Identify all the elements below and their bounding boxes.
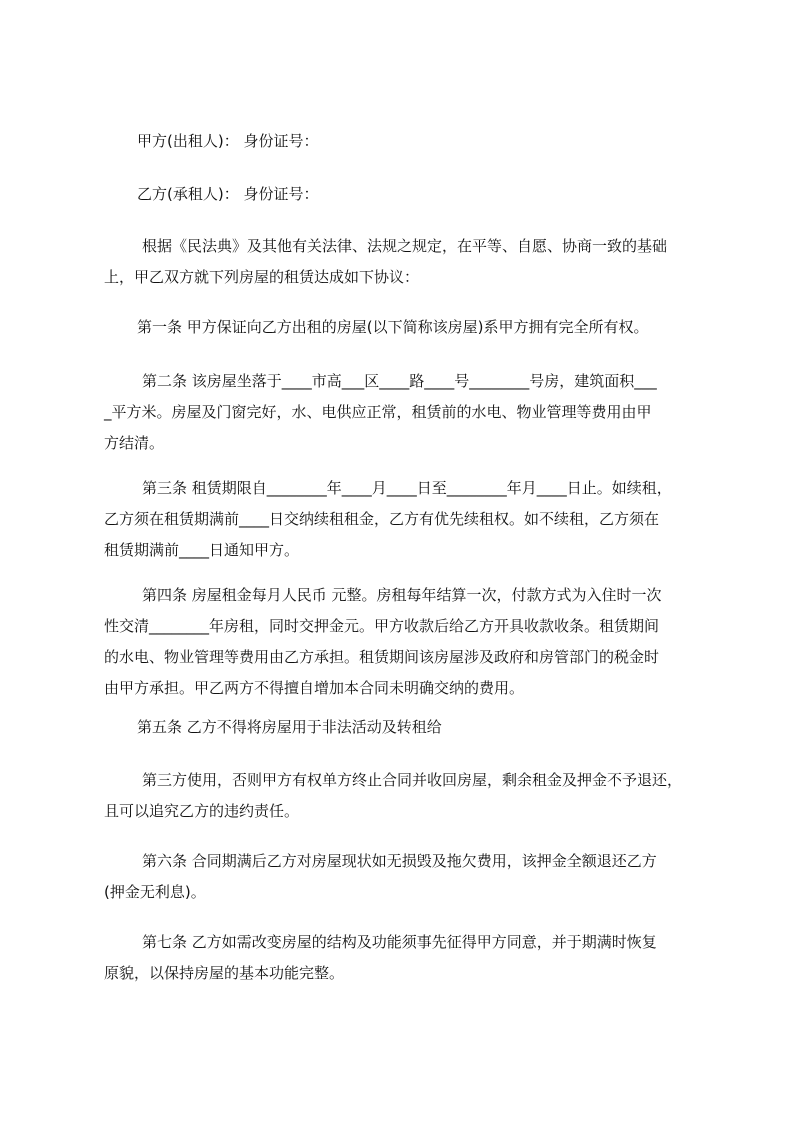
article-6-line: 第六条 合同期满后乙方对房屋现状如无损毁及拖欠费用，该押金全额退还乙方	[142, 852, 657, 870]
article-5-continued	[104, 765, 694, 827]
article-5-cont-line: 第三方使用，否则甲方有权单方终止合同并收回房屋，剩余租金及押金不予退还，	[142, 771, 683, 789]
article-4-line: 性交清________年房租，同时交押金元。甲方收款后给乙方开具收款收条。租赁期间	[104, 617, 660, 635]
party-b-line	[104, 179, 694, 210]
article-3-line: 租赁期满前____日通知甲方。	[104, 541, 300, 559]
article-2-line: _平方米。房屋及门窗完好，水、电供应正常，租赁前的水电、物业管理等费用由甲	[104, 403, 652, 421]
party-a-line	[104, 126, 694, 157]
article-4-line: 第四条 房屋租金每月人民币 元整。房租每年结算一次，付款方式为入住时一次	[142, 586, 662, 604]
article-3-line: 第三条 租赁期限自________年____月____日至________年月____日止。如续租，	[142, 479, 672, 497]
article-2-line: 第二条 该房屋坐落于____市高___区____路____号________号房，建筑面积___	[142, 372, 657, 390]
article-5	[104, 712, 694, 743]
article-6-line: (押金无利息)。	[104, 883, 206, 901]
preamble-paragraph	[104, 231, 694, 293]
article-6	[104, 846, 694, 908]
article-1	[104, 312, 694, 343]
article-7-line: 原貌，以保持房屋的基本功能完整。	[104, 964, 345, 982]
party-b-text: 乙方(承租人)： 身份证号：	[137, 185, 319, 203]
article-5-cont-line: 且可以追究乙方的违约责任。	[104, 802, 300, 820]
article-2-line: 方结清。	[104, 434, 165, 452]
article-7	[104, 927, 694, 989]
article-7-line: 第七条 乙方如需改变房屋的结构及功能须事先征得甲方同意，并于期满时恢复	[142, 933, 657, 951]
article-2	[104, 366, 694, 459]
preamble-line: 上，甲乙双方就下列房屋的租赁达成如下协议：	[104, 268, 420, 286]
article-4-line: 的水电、物业管理等费用由乙方承担。租赁期间该房屋涉及政府和房管部门的税金时	[104, 648, 660, 666]
article-3	[104, 473, 694, 566]
article-1-line: 第一条 甲方保证向乙方出租的房屋(以下简称该房屋)系甲方拥有完全所有权。	[137, 318, 649, 336]
article-4	[104, 580, 694, 704]
article-3-line: 乙方须在租赁期满前____日交纳续租租金，乙方有优先续租权。如不续租，乙方须在	[104, 510, 660, 528]
party-a-text: 甲方(出租人)： 身份证号：	[137, 132, 319, 150]
article-5-line: 第五条 乙方不得将房屋用于非法活动及转租给	[137, 718, 442, 736]
preamble-line: 根据《民法典》及其他有关法律、法规之规定，在平等、自愿、协商一致的基础	[142, 237, 668, 255]
article-4-line: 由甲方承担。甲乙两方不得擅自增加本合同未明确交纳的费用。	[104, 679, 525, 697]
